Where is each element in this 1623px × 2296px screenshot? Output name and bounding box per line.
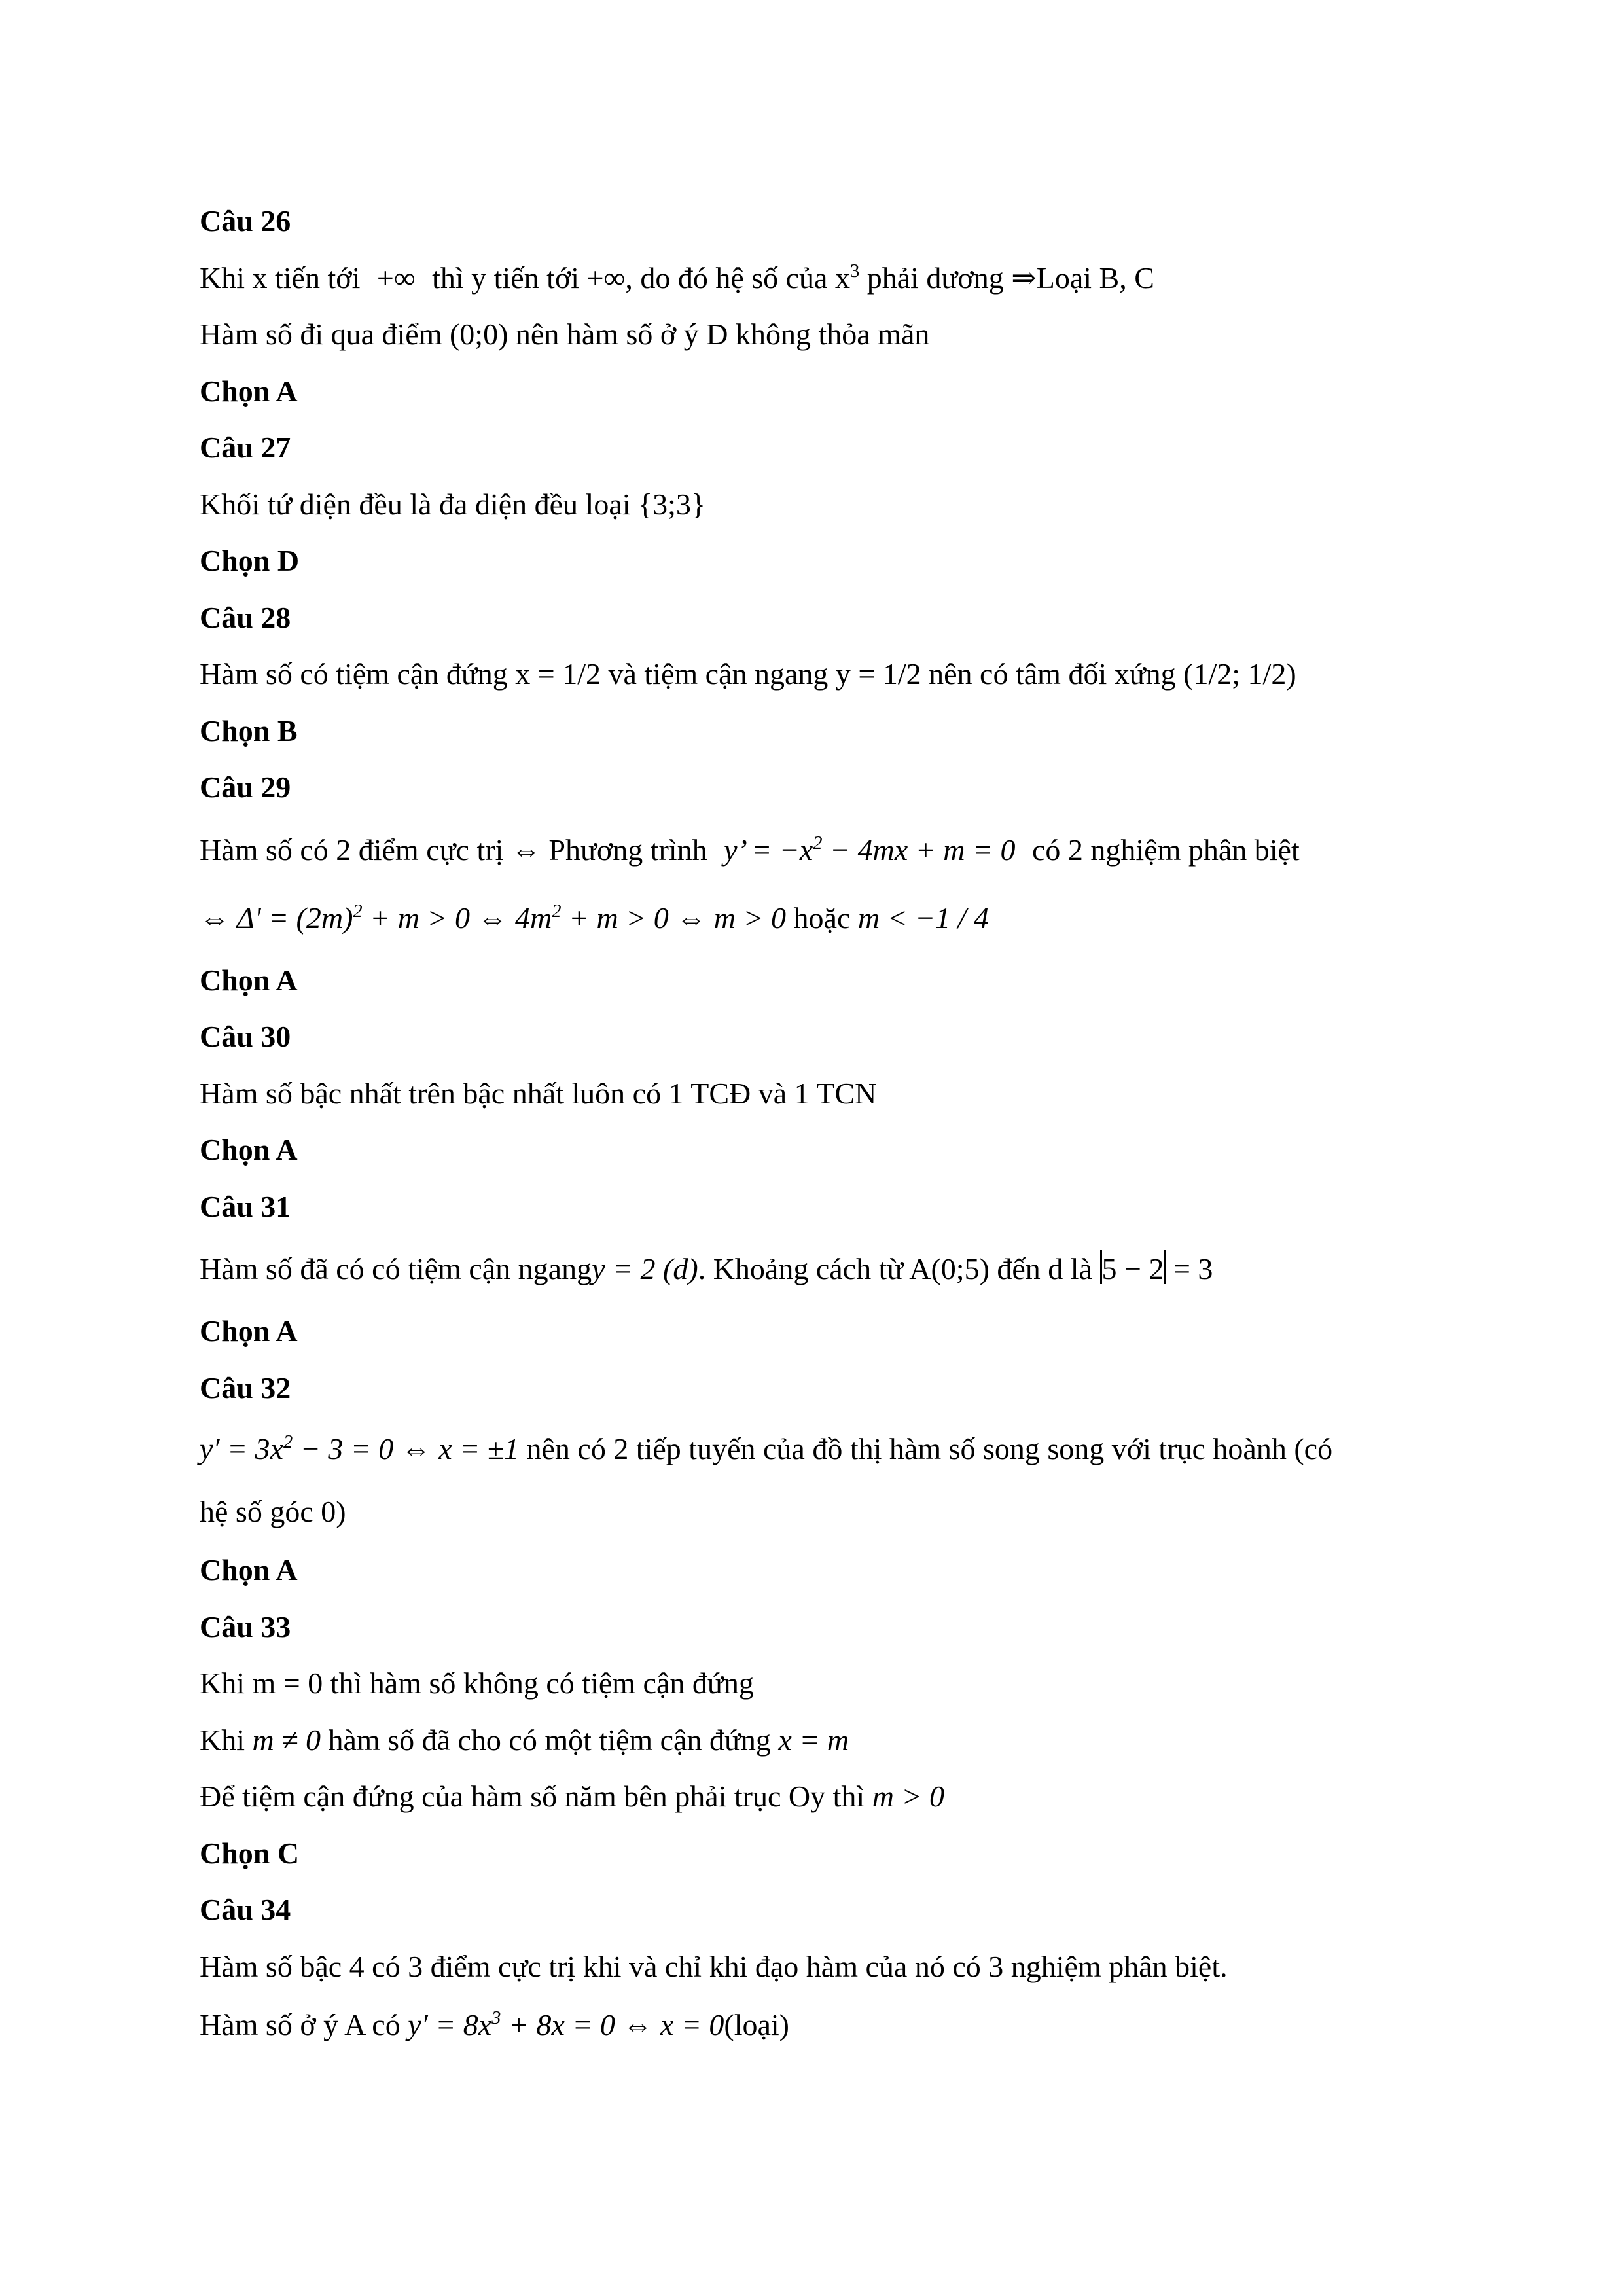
paragraph: Hàm số đã có có tiệm cận ngangy = 2 (d). Khoảng cách từ A(0;5) đến d là 5 − 2 = 3 — [200, 1235, 1443, 1303]
paragraph: Hàm số có 2 điểm cực trị ⇔ Phương trình y’ = $-x^2 - 4mx + m = 0$ có 2 nghiệm phân biệt — [200, 833, 1300, 867]
paragraph: Hàm số đi qua điểm (0;0) nên hàm số ở ý D không thỏa mãn — [200, 317, 930, 351]
answer-label: Chọn A — [200, 1314, 298, 1348]
document-page — [200, 193, 1443, 2055]
paragraph: $y' = 3x^2 - 3 = 0$ ⇔ x = ±1 nên có 2 tiếp tuyến của đồ thị hàm số song song với trục hoành (có — [200, 1431, 1333, 1465]
answer-label: Chọn C — [200, 1836, 300, 1870]
answer-label: Chọn B — [200, 713, 298, 747]
paragraph: ⇔ $\Delta' = (2m)^2 + m > 0$ ⇔ $4m^2 + m > 0$ ⇔ m > 0 hoặc m < −1 / 4 — [200, 901, 989, 935]
math-formula: y’ = $-x^2 - 4mx + m = 0$ — [724, 833, 1016, 867]
paragraph: Khi m ≠ 0 hàm số đã cho có một tiệm cận đứng x = m — [200, 1723, 849, 1757]
question-title: Câu 31 — [200, 1189, 291, 1223]
paragraph: Khi x tiến tới +∞ thì y tiến tới +∞, do đó hệ số của $x^3$ phải dương ⇒Loại B, C — [200, 260, 1154, 295]
paragraph: Để tiệm cận đứng của hàm số năm bên phải trục Oy thì m > 0 — [200, 1780, 944, 1813]
answer-label: Chọn A — [200, 1553, 298, 1587]
paragraph: Hàm số bậc nhất trên bậc nhất luôn có 1 TCĐ và 1 TCN — [200, 1076, 877, 1110]
math-formula: ⇔ $\Delta' = (2m)^2 + m > 0$ ⇔ $4m^2 + m > 0$ ⇔ m > 0 — [200, 901, 787, 935]
paragraph: Hàm số bậc 4 có 3 điểm cực trị khi và chỉ khi đạo hàm của nó có 3 nghiệm phân biệt. — [200, 1949, 1228, 1983]
math-formula: $y' = 3x^2 - 3 = 0$ ⇔ x = ±1 — [200, 1431, 519, 1465]
question-title: Câu 26 — [200, 204, 291, 238]
answer-label: Chọn A — [200, 1133, 298, 1166]
paragraph: Hàm số có tiệm cận đứng x = 1/2 và tiệm cận ngang y = 1/2 nên có tâm đối xứng (1/2; 1/2) — [200, 657, 1296, 691]
answer-label: Chọn A — [200, 374, 298, 408]
paragraph: Khối tứ diện đều là đa diện đều loại {3;3} — [200, 487, 705, 521]
answer-label: Chọn A — [200, 963, 298, 997]
question-title: Câu 33 — [200, 1609, 291, 1643]
answer-label: Chọn D — [200, 544, 300, 577]
question-title: Câu 27 — [200, 431, 291, 464]
question-title: Câu 30 — [200, 1020, 291, 1053]
question-title: Câu 28 — [200, 600, 291, 634]
question-title: Câu 29 — [200, 770, 291, 804]
paragraph: hệ số góc 0) — [200, 1495, 346, 1528]
question-title: Câu 34 — [200, 1893, 291, 1926]
math-formula: $y' = 8x^3 + 8x = 0$ ⇔ x = 0 — [408, 2007, 724, 2041]
paragraph: Khi m = 0 thì hàm số không có tiệm cận đứng — [200, 1666, 754, 1700]
question-title: Câu 32 — [200, 1371, 291, 1405]
paragraph: Hàm số ở ý A có $y' = 8x^3 + 8x = 0$ ⇔ x = 0(loại) — [200, 2007, 790, 2041]
